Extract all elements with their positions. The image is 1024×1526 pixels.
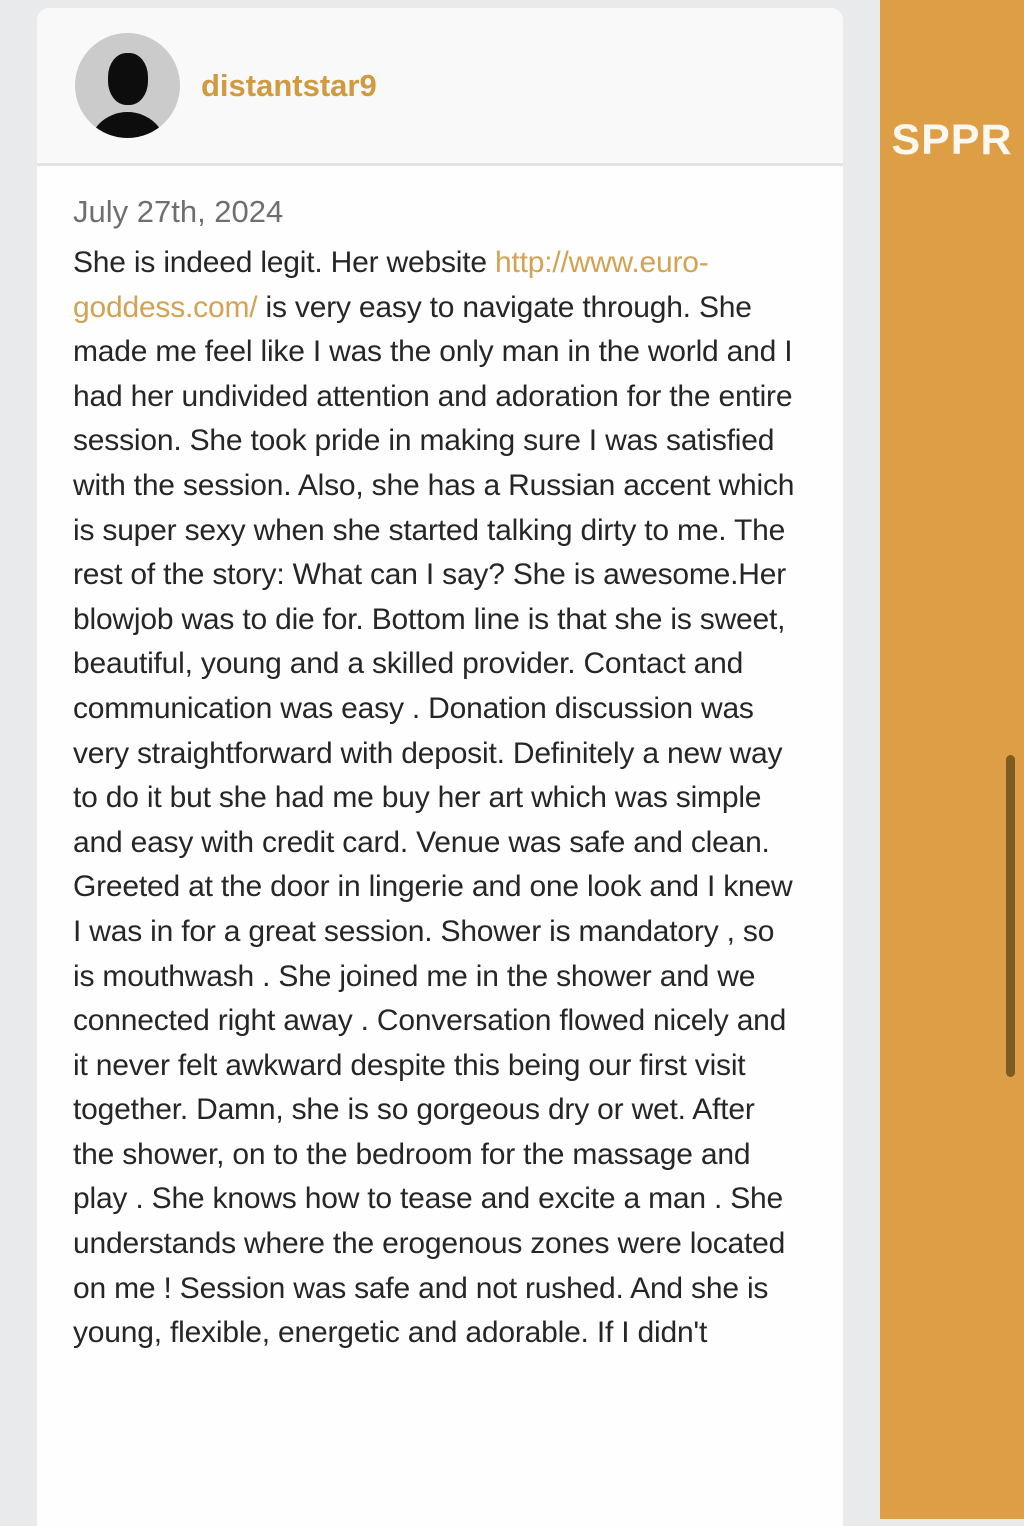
review-text-segment: is very easy to navigate through. She made me feel like I was the only man in the world and I had her undivided attention and adoration for the entire session. She took pride in making sure I was satisfied with the session. Also, she has a Russian accent which is super sexy when she started talking dirty to me. The rest of the story: What can I say? She is awesome.Her blowjob was to die for. Bottom line is that she is sweet, beautiful, young and a skilled provider. Contact and communication was easy . Donation discussion was very straightforward with deposit. Definitely a new way to do it but she had me buy her art which was simple and easy with credit card. Venue was safe and clean. Greeted at the door in lingerie and one look and I knew I was in for a great session. Shower is mandatory , so is mouthwash . She joined me in the shower and we connected right away . Conversation flowed nicely and it never felt awkward despite this being our first visit together. Damn, she is so gorgeous dry or wet. After the shower, on to the bedroom for the massage and play . She knows how to tease and excite a man . She understands where the erogenous zones were located on me ! Session was safe and not rushed. And she is young, flexible, energetic and adorable. If I didn't bbox=[73, 290, 795, 1350]
scrollbar-thumb[interactable] bbox=[1006, 755, 1015, 1077]
username-link[interactable]: distantstar9 bbox=[201, 67, 377, 103]
post-date: July 27th, 2024 bbox=[73, 194, 284, 229]
sidebar bbox=[880, 0, 1024, 1519]
review-text bbox=[73, 241, 795, 1356]
review-website-link[interactable]: http://www.euro-goddess.com/ bbox=[73, 246, 709, 324]
post-card bbox=[37, 8, 843, 1526]
user-avatar[interactable] bbox=[75, 33, 180, 138]
brand-logo[interactable]: SPPR bbox=[891, 116, 1013, 164]
person-silhouette-icon bbox=[88, 112, 167, 138]
review-text-segment: She is indeed legit. Her website bbox=[73, 246, 495, 279]
post-header bbox=[37, 8, 843, 166]
person-silhouette-icon bbox=[108, 53, 148, 105]
post-body bbox=[37, 166, 843, 1526]
